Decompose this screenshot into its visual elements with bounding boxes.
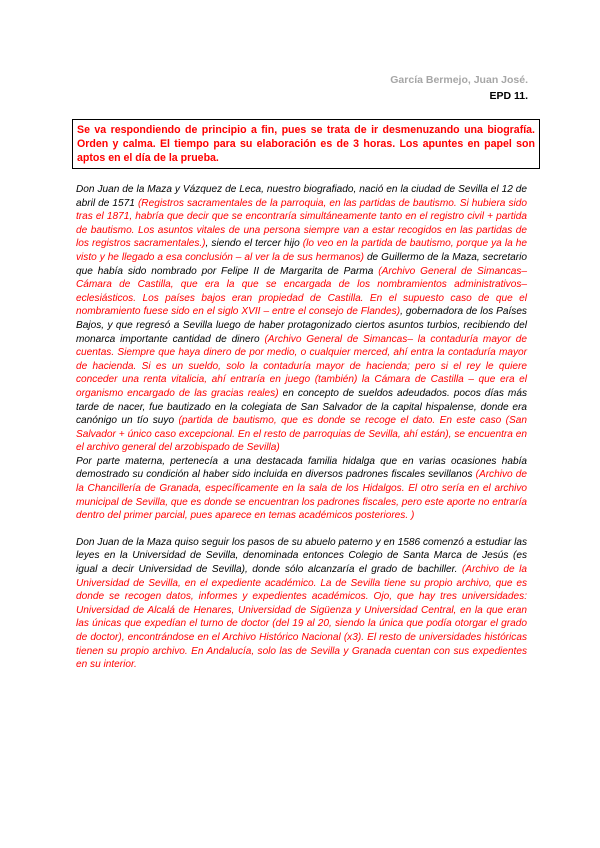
text-segment: en concepto de sueldos adeudados. pocos días más tarde de nacer, fue bautizado en la colegiata de San Salvador de la capital hispalense, donde era canónigo un tío suyo	[76, 387, 527, 427]
text-segment: Por parte materna, pertenecía a una destacada familia hidalga que en varias ocasiones había demostrado su condición al haber sido incluida en diversos padrones fiscales sevillanos	[76, 455, 527, 481]
text-segment: , gobernadora de los Países Bajos, y que regresó a Sevilla luego de haber protagonizado ciertos asuntos turbios, recibiendo del monarca importante cantidad de dinero	[76, 306, 527, 345]
text-segment: de Guillermo de la Maza, secretario que había sido nombrado por Felipe II de Margarita de Parma	[76, 251, 527, 277]
text-segment: , siendo el tercer hijo	[205, 238, 303, 250]
exercise-code: EPD 11.	[489, 90, 528, 102]
paragraph-2	[76, 455, 527, 523]
text-segment: Don Juan de la Maza quiso seguir los pasos de su abuelo paterno y en 1586 comenzó a estudiar las leyes en la Universidad de Sevilla, denominada entonces Colegio de Santa Marca de Jesús (es igual a decir Universidad de Sevilla), donde sólo alcanzaría el grado de bachiller.	[76, 536, 527, 576]
red-annotation: (Registros sacramentales de la parroquia, en las partidas de bautismo. Si hubiera sido tras el 1871, habría que decir que se encontraría simultáneamente tanto en el registro civil + partida de bautismo. Los asuntos vitales de una persona siempre van a estar recogidos en las partidas de los registros sacramentales.)	[76, 197, 527, 250]
red-annotation: (Archivo General de Simancas– Cámara de Castilla, que era la que se encargada de los nombramientos administrativos– eclesiásticos. Los países bajos eran propiedad de Castilla. En el supuesto caso de que el nombramiento fuese sido en el siglo XVII – entre el consejo de Flandes)	[76, 265, 527, 318]
red-annotation: (Archivo de la Chancillería de Granada, específicamente en la sala de los Hidalgos. El otro sería en el archivo municipal de Sevilla, que es donde se encuentran los padrones fiscales, pero este aporte no entraría dentro del primer parcial, pues aparece en temas académicos posteriores. )	[76, 469, 527, 522]
paragraph-3	[76, 536, 527, 672]
red-annotation: (lo veo en la partida de bautismo, porque ya la he visto y he llegado a esa conclusión – al ver la de sus hermanos)	[76, 238, 527, 263]
red-annotation: (partida de bautismo, que es donde se recoge el dato. En este caso (San Salvador + único caso excepcional. En el resto de parroquias de Sevilla, ahí están), se encuentra en el archivo general del arzobispado de Sevilla)	[76, 415, 527, 454]
author-name: García Bermejo, Juan José.	[390, 74, 528, 86]
red-annotation: (Archivo General de Simancas– la contaduría mayor de cuentas. Siempre que haya dinero de por medio, o cualquier merced, ahí entra la contaduría mayor de hacienda. Si es un sueldo, solo la contaduría mayor de hacienda; pero si el rey le quiere conceder una renta vitalicia, ahí entraría en juego (también) la Cámara de Castilla – que era el organismo encargado de las gracias reales)	[76, 333, 527, 399]
document-body	[76, 183, 527, 672]
instructions-box: Se va respondiendo de principio a fin, pues se trata de ir desmenuzando una biografía. Orden y calma. El tiempo para su elaboración es de 3 horas. Los apuntes en papel son aptos en el día de la prueba.	[72, 119, 540, 169]
paragraph-1	[76, 183, 527, 455]
text-segment: Don Juan de la Maza y Vázquez de Leca, nuestro biografiado, nació en la ciudad de Sevilla el 12 de abril de 1571	[76, 184, 527, 209]
red-annotation: (Archivo de la Universidad de Sevilla, en el expediente académico. La de Sevilla tiene su propio archivo, que es donde se recogen datos, informes y expedientes académicos. Ojo, que hay tres universidades: Universidad de Alcalá de Henares, Universidad de Sigüenza y Universidad Central, en la que eran las únicas que expedían el turno de doctor (del 19 al 20, siendo la única que podía otorgar el grado de doctor), encontrándose en el Archivo Histórico Nacional (x3). El resto de universidades históricas tienen su propio archivo. En Andalucía, solo las de Sevilla y Granada cuentan con sus expedientes en su interior.	[76, 564, 527, 671]
page-header	[390, 72, 528, 104]
